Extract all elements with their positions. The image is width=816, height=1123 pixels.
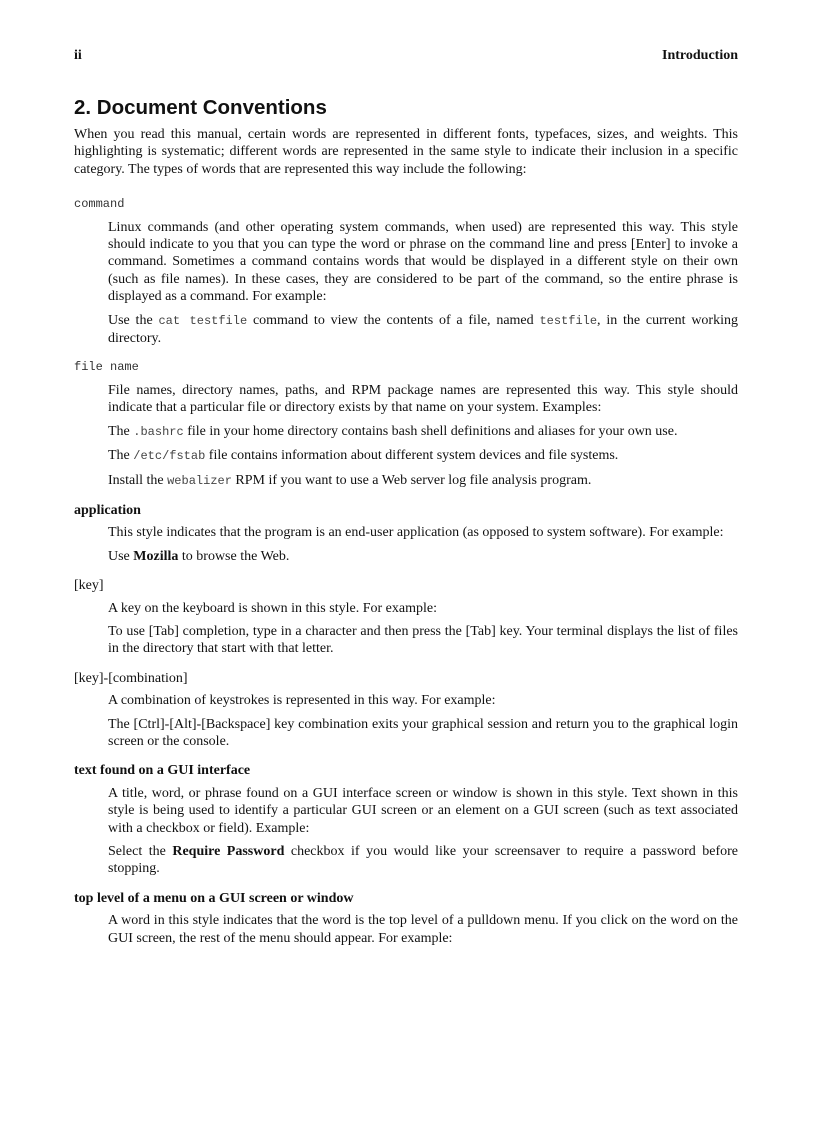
key-example: To use [Tab] completion, type in a character and then press the [Tab] key. Your terminal displays the list of files in the directory that start with that letter.	[108, 623, 738, 657]
term-key: [key]	[74, 578, 104, 594]
gui-label-require-password: Require Password	[172, 844, 285, 859]
file-name-description: File names, directory names, paths, and RPM package names are represented this way. This style should indicate that a particular file or directory exists by that name on your system. Examples:	[108, 382, 738, 416]
key-combination-example: The [Ctrl]-[Alt]-[Backspace] key combination exits your graphical session and return you to the graphical login screen or the console.	[108, 716, 738, 749]
application-example: Use Mozilla to browse the Web.	[108, 548, 290, 564]
definition-gui-menu	[108, 912, 738, 947]
section-intro: When you read this manual, certain words are represented in different fonts, typefaces, sizes, and weights. This highlighting is systematic; different words are represented in the same style to indicate their inclusion in a specific category. The types of words that are represented this way include the following:	[74, 127, 738, 177]
convention-file-name	[74, 359, 738, 489]
gui-text-description: A title, word, or phrase found on a GUI interface screen or window is shown in this style. Text shown in this style is being used to identify a particular GUI screen or an element on a GUI screen (such as text associated with a checkbox or field). Example:	[108, 785, 738, 836]
term-gui-menu: top level of a menu on a GUI screen or window	[74, 890, 354, 906]
convention-application	[74, 502, 738, 565]
key-combination-description: A combination of keystrokes is represented in this way. For example:	[108, 693, 496, 709]
running-header: Introduction	[662, 48, 738, 63]
term-application: application	[74, 502, 141, 518]
page-number: ii	[74, 48, 82, 63]
command-description: Linux commands (and other operating system commands, when used) are represented this way. This style should indicate to you that you can type the word or phrase on the command line and press [Enter] to invoke a command. Sometimes a command contains words that would be displayed in a different style on their own (such as file names). In these cases, they are considered to be part of the command, so the entire phrase is displayed as a command. For example:	[108, 219, 738, 305]
file-name-example-webalizer: Install the webalizer RPM if you want to use a Web server log file analysis program.	[108, 472, 592, 488]
definition-file-name	[108, 382, 738, 490]
command-example: Use the cat testfile command to view the contents of a file, named testfile, in the current working directory.	[108, 312, 738, 347]
term-gui-text: text found on a GUI interface	[74, 763, 251, 779]
term-file-name: file name	[74, 360, 139, 375]
app-name-mozilla: Mozilla	[133, 548, 179, 564]
definition-command	[108, 219, 738, 348]
term-key-combination: [key]-[combination]	[74, 670, 188, 686]
code-webalizer: webalizer	[167, 473, 232, 488]
gui-text-example: Select the Require Password checkbox if you would like your screensaver to require a password before stopping.	[108, 844, 738, 877]
definition-key	[108, 600, 738, 658]
file-name-example-fstab: The /etc/fstab file contains information about different system devices and file systems.	[108, 448, 619, 464]
gui-menu-description: A word in this style indicates that the word is the top level of a pulldown menu. If you click on the word on the GUI screen, the rest of the menu should appear. For example:	[108, 913, 738, 946]
code-cat-testfile: cat testfile	[158, 313, 248, 328]
convention-command	[74, 196, 738, 347]
definition-gui-text	[108, 785, 738, 878]
convention-gui-menu	[74, 890, 738, 947]
key-description: A key on the keyboard is shown in this style. For example:	[108, 600, 437, 616]
application-description: This style indicates that the program is an end-user application (as opposed to system software). For example:	[108, 525, 724, 541]
convention-key	[74, 577, 738, 658]
code-testfile: testfile	[539, 313, 598, 328]
convention-key-combination	[74, 670, 738, 751]
code-bashrc: .bashrc	[133, 424, 184, 439]
page-content	[74, 96, 738, 959]
definition-application	[108, 524, 738, 565]
convention-gui-text	[74, 762, 738, 877]
term-command: command	[74, 197, 125, 212]
definition-key-combination	[108, 692, 738, 750]
file-name-example-bashrc: The .bashrc file in your home directory contains bash shell definitions and aliases for your own use.	[108, 423, 678, 439]
section-title: 2. Document Conventions	[74, 96, 327, 119]
code-fstab: /etc/fstab	[133, 449, 206, 464]
